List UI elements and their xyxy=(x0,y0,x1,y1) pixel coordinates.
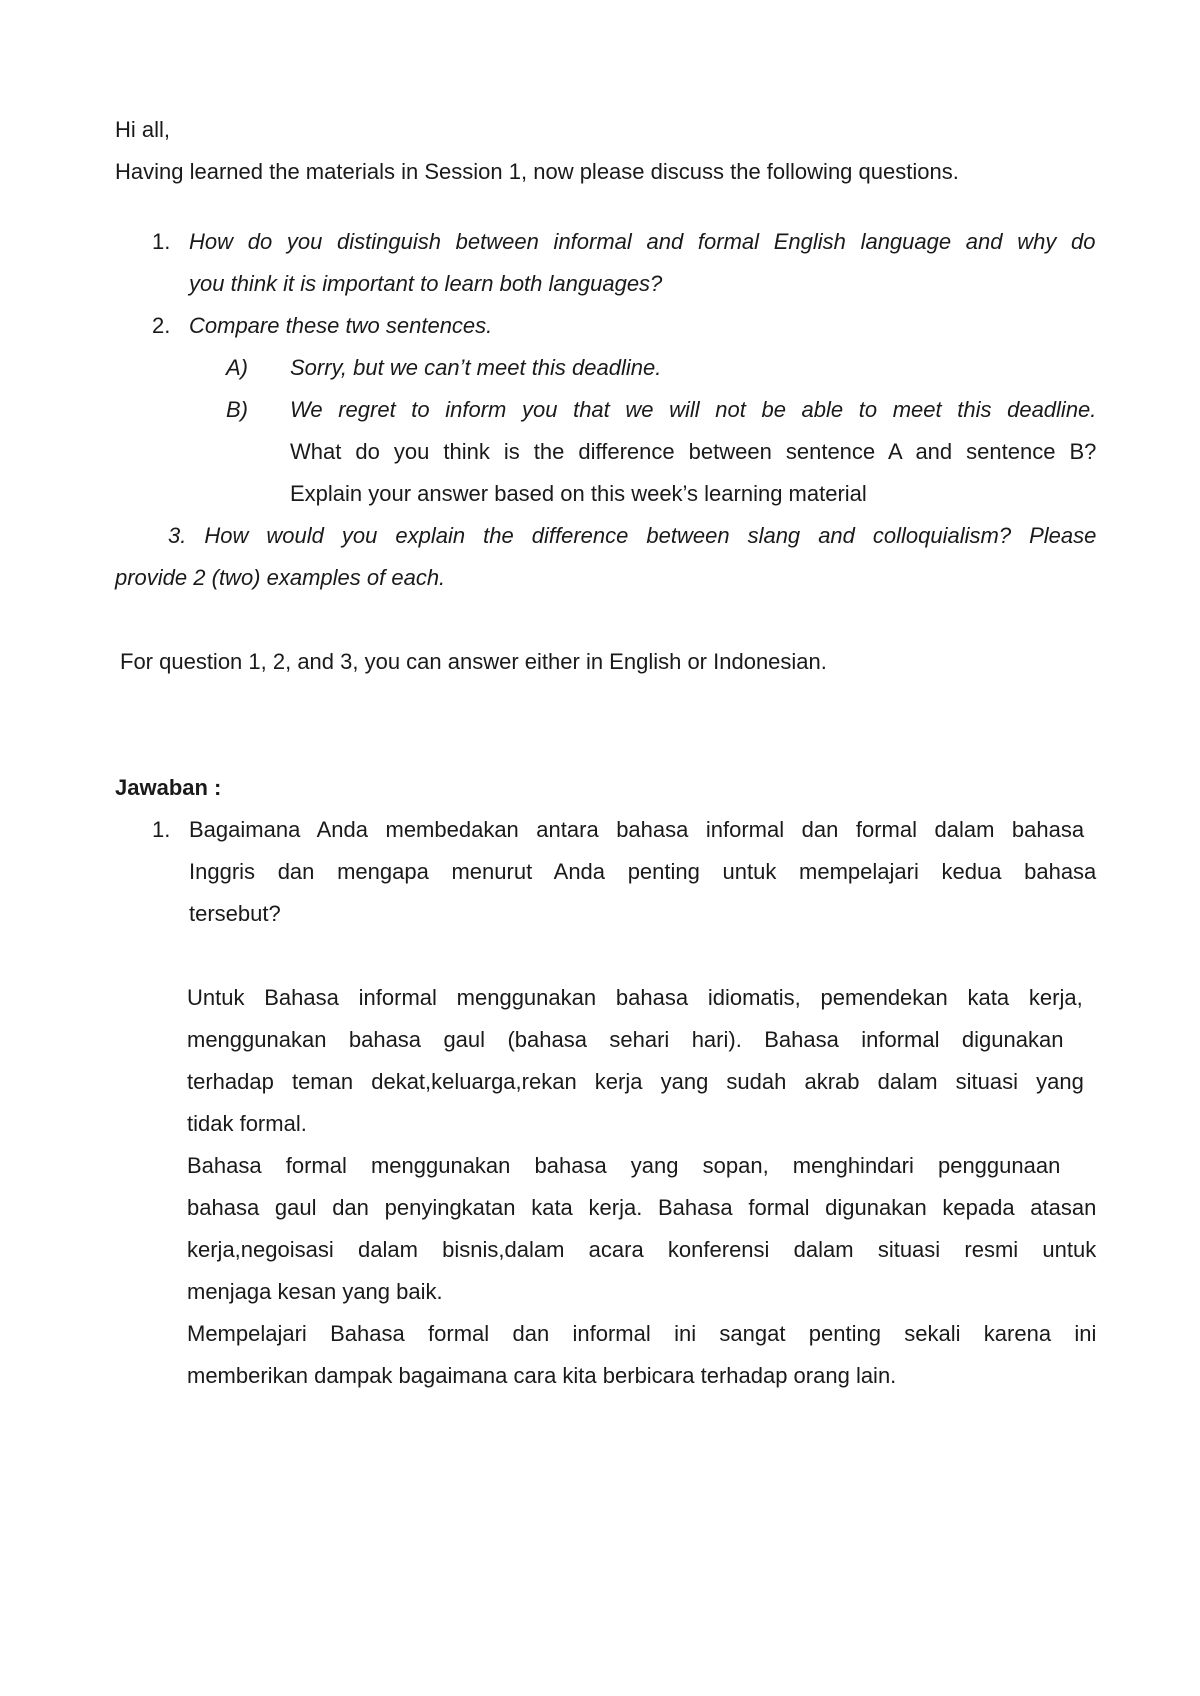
question-2-text: Compare these two sentences. xyxy=(189,313,493,338)
question-3-line-2: provide 2 (two) examples of each. xyxy=(115,565,446,590)
answer-1-question-line-3: tersebut? xyxy=(189,901,281,926)
question-1-number: 1. xyxy=(152,229,171,254)
answer-heading: Jawaban : xyxy=(115,775,222,800)
question-1-line-1: How do you distinguish between informal and formal English language and why do xyxy=(189,229,1096,254)
answer-paragraph-line: tidak formal. xyxy=(187,1111,307,1136)
answer-paragraph-line: Mempelajari Bahasa formal dan informal ini sangat penting sekali karena ini xyxy=(187,1321,1097,1346)
answer-1-question-line-2: Inggris dan mengapa menurut Anda penting untuk mempelajari kedua bahasa xyxy=(189,859,1097,884)
instruction: Having learned the materials in Session 1, now please discuss the following questions. xyxy=(115,159,959,184)
question-1-line-2: you think it is important to learn both languages? xyxy=(189,271,663,296)
answer-1-number: 1. xyxy=(152,817,171,842)
answer-1-question-line-1: Bagaimana Anda membedakan antara bahasa informal dan formal dalam bahasa xyxy=(189,817,1085,842)
sentence-a-text: Sorry, but we can’t meet this deadline. xyxy=(290,355,662,380)
answer-paragraph-line: bahasa gaul dan penyingkatan kata kerja. Bahasa formal digunakan kepada atasan xyxy=(187,1195,1097,1220)
question-2-follow-1: What do you think is the difference between sentence A and sentence B? xyxy=(290,439,1097,464)
answer-paragraph-line: Bahasa formal menggunakan bahasa yang sopan, menghindari penggunaan xyxy=(187,1153,1061,1178)
language-note: For question 1, 2, and 3, you can answer either in English or Indonesian. xyxy=(120,649,827,674)
answer-paragraph-line: terhadap teman dekat,keluarga,rekan kerja yang sudah akrab dalam situasi yang xyxy=(187,1069,1084,1094)
answer-paragraph-line: Untuk Bahasa informal menggunakan bahasa idiomatis, pemendekan kata kerja, xyxy=(187,985,1083,1010)
question-3-line-1: 3. How would you explain the difference between slang and colloquialism? Please xyxy=(168,523,1097,548)
sentence-b-text: We regret to inform you that we will not be able to meet this deadline. xyxy=(290,397,1097,422)
answer-paragraph-line: kerja,negoisasi dalam bisnis,dalam acara konferensi dalam situasi resmi untuk xyxy=(187,1237,1097,1262)
sentence-a-label: A) xyxy=(226,355,248,380)
answer-paragraph-line: memberikan dampak bagaimana cara kita berbicara terhadap orang lain. xyxy=(187,1363,897,1388)
answer-paragraph-line: menjaga kesan yang baik. xyxy=(187,1279,443,1304)
answer-paragraph-line: menggunakan bahasa gaul (bahasa sehari hari). Bahasa informal digunakan xyxy=(187,1027,1064,1052)
question-2-follow-2: Explain your answer based on this week’s learning material xyxy=(290,481,867,506)
question-2-number: 2. xyxy=(152,313,171,338)
sentence-b-label: B) xyxy=(226,397,248,422)
greeting: Hi all, xyxy=(115,117,171,142)
